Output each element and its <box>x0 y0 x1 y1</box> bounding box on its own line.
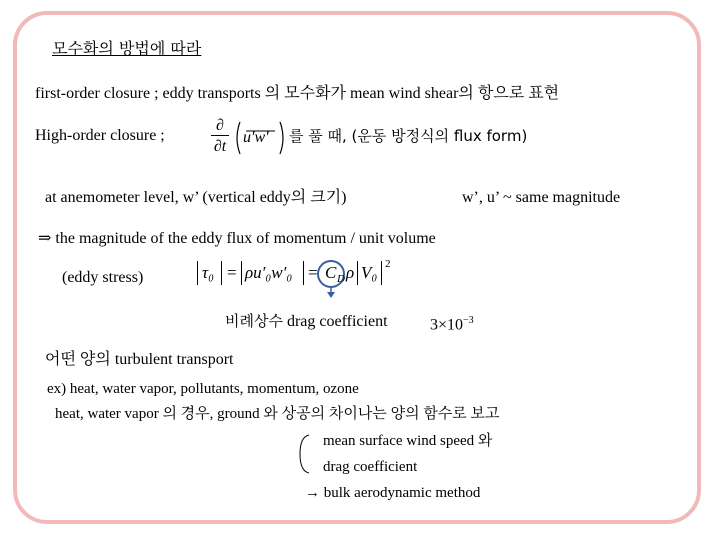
equals-sign-2: = <box>308 263 318 282</box>
partial-denominator: ∂t <box>213 138 227 155</box>
drag-coefficient-line: drag coefficient <box>323 459 418 475</box>
bulk-aerodynamic-method-line <box>305 483 480 503</box>
drag-coefficient-label: drag coefficient <box>286 313 388 330</box>
eddy-stress-equation <box>197 258 397 298</box>
drag-coefficient-exponent: −3 <box>463 315 474 326</box>
bulk-aerodynamic-method-text: bulk aerodynamic method <box>323 485 481 501</box>
time-derivative-equation <box>209 116 287 160</box>
abs-bar-right-2 <box>303 261 304 285</box>
eddy-stress-label: (eddy stress) <box>62 269 144 286</box>
equals-sign-1: = <box>227 263 237 282</box>
first-order-closure-text: first-order closure ; eddy transports 의 모수화가 mean wind shear의 항으로 표현 <box>35 85 560 102</box>
abs-bar-right-1 <box>221 261 222 285</box>
grouping-bracket <box>297 433 311 475</box>
proportionality-constant-line <box>225 311 388 332</box>
turbulent-transport-line: 어떤 양의 turbulent transport <box>45 351 234 368</box>
eddy-flux-magnitude-text: ⇒ the magnitude of the eddy flux of momentum / unit volume <box>38 230 436 247</box>
drag-coefficient-mantissa: 3×10 <box>430 316 464 334</box>
abs-bar-left-2 <box>241 261 242 285</box>
examples-line: ex) heat, water vapor, pollutants, momentum, ozone <box>47 381 359 397</box>
abs-bar-left-1 <box>197 261 198 285</box>
anemometer-level-text: at anemometer level, w’ (vertical eddy의 크기) <box>45 189 347 206</box>
mean-surface-wind-speed-line: mean surface wind speed 와 <box>323 433 493 449</box>
fraction-bar <box>211 135 229 136</box>
first-order-closure-line <box>35 84 559 104</box>
momentum-flux-term: ρu′₀w′₀ <box>245 263 293 282</box>
high-order-closure-suffix: 를 풀 때, (운동 방정식의 flux form) <box>289 127 528 145</box>
abs-bar-left-3 <box>357 261 358 285</box>
wind-speed-symbol: V₀ <box>361 263 378 282</box>
flux-term: u′w′ <box>243 129 269 146</box>
drag-coefficient-symbol: C <box>325 263 337 282</box>
drag-coefficient-value <box>430 311 474 335</box>
drag-coefficient-subscript: D <box>337 273 345 285</box>
same-magnitude-text: w’, u’ ~ same magnitude <box>462 189 621 206</box>
heat-water-vapor-line: heat, water vapor 의 경우, ground 와 상공의 차이나는 양의 함수로 보고 <box>55 406 500 422</box>
section-heading: 모수화의 방법에 따라 <box>52 39 202 58</box>
proportionality-constant-korean: 비례상수 <box>225 312 283 330</box>
high-order-closure-prefix: High-order closure ; <box>35 127 165 144</box>
density-symbol: ρ <box>346 263 355 282</box>
right-arrow-icon: → <box>305 485 320 501</box>
partial-numerator: ∂ <box>216 117 224 134</box>
tau-symbol: τ₀ <box>202 263 214 282</box>
abs-bar-right-3 <box>381 261 382 285</box>
square-exponent: 2 <box>385 258 391 270</box>
